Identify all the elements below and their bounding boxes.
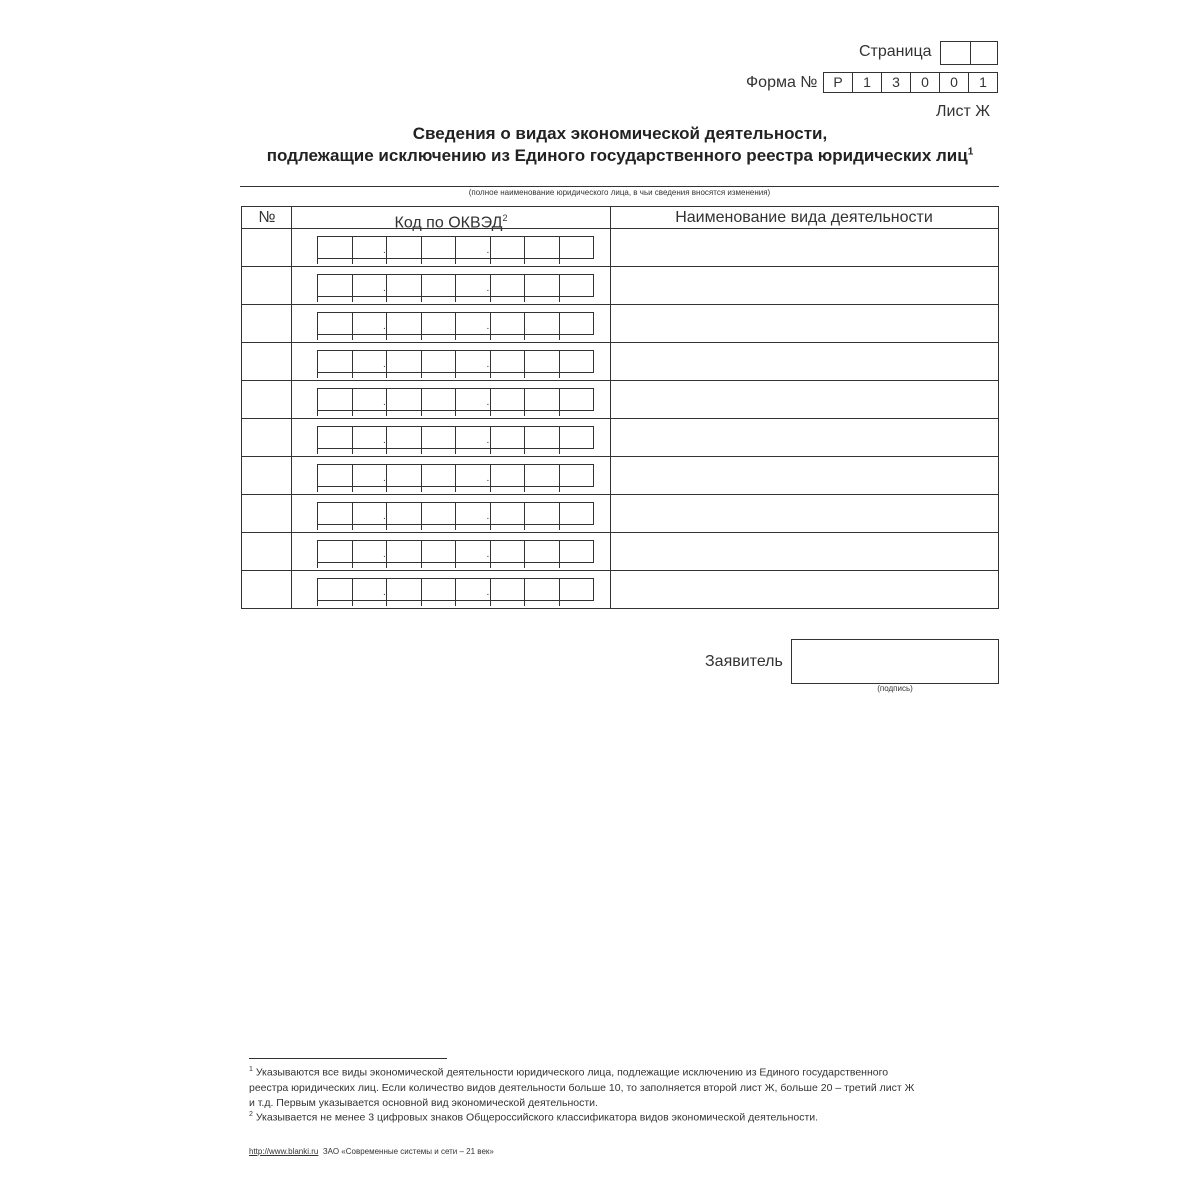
- okved-digit-cell[interactable]: [559, 275, 594, 296]
- okved-digit-cell[interactable]: [486, 237, 525, 258]
- okved-digit-cell[interactable]: [383, 275, 421, 296]
- form-code-cell: 0: [910, 73, 939, 92]
- okved-digit-cell[interactable]: [486, 503, 525, 524]
- signature-field[interactable]: [791, 639, 999, 684]
- okved-digit-cell[interactable]: [421, 389, 456, 410]
- okved-code-field[interactable]: [317, 540, 594, 563]
- okved-digit-cell[interactable]: [524, 541, 559, 562]
- okved-digit-cell[interactable]: [524, 427, 559, 448]
- code-separator: .: [486, 359, 490, 370]
- okved-digit-cell[interactable]: [383, 389, 421, 410]
- okved-digit-cell[interactable]: [383, 351, 421, 372]
- okved-digit-cell[interactable]: [421, 275, 456, 296]
- okved-code-field[interactable]: [317, 464, 594, 487]
- okved-digit-cell[interactable]: [318, 351, 352, 372]
- okved-digit-cell[interactable]: [559, 313, 594, 334]
- row-number-cell: [242, 228, 291, 266]
- okved-digit-cell[interactable]: [455, 351, 490, 372]
- activity-name-field[interactable]: [612, 342, 998, 380]
- row-number-cell: [242, 456, 291, 494]
- row-number-cell: [242, 266, 291, 304]
- okved-code-field[interactable]: [317, 426, 594, 449]
- okved-digit-cell[interactable]: [352, 351, 387, 372]
- okved-digit-cell[interactable]: [352, 427, 387, 448]
- footnote-1: $^1$ Указываются все виды экономической деятельности юридического лица, подлежащие исключению из Единого государственного реестра юридических лиц. Если количество видов деятельности больше 10, то заполняется второй лист Ж, больше 20 – третий лист Ж и т.д. Первым указывается основной вид экономической деятельности.: [249, 1066, 915, 1109]
- form-code-cell: 3: [881, 73, 910, 92]
- okved-table: [241, 206, 999, 609]
- activity-name-field[interactable]: [612, 570, 998, 608]
- okved-digit-cell[interactable]: [318, 427, 352, 448]
- code-separator: .: [383, 397, 386, 408]
- form-label: Форма №: [746, 74, 818, 91]
- okved-code-field[interactable]: [317, 236, 594, 259]
- code-separator: .: [486, 245, 490, 256]
- code-separator: .: [486, 283, 490, 294]
- footnote-ref-1: 1: [967, 146, 974, 158]
- okved-digit-cell[interactable]: [455, 313, 490, 334]
- okved-digit-cell[interactable]: [559, 237, 594, 258]
- code-separator: .: [383, 321, 386, 332]
- form-title-line1: Сведения о видах экономической деятельности,: [412, 124, 828, 143]
- code-separator: .: [383, 435, 386, 446]
- okved-digit-cell[interactable]: [486, 313, 525, 334]
- code-separator: .: [486, 549, 490, 560]
- activity-name-field[interactable]: [612, 380, 998, 418]
- okved-digit-cell[interactable]: [318, 389, 352, 410]
- okved-digit-cell[interactable]: [486, 579, 525, 600]
- entity-name-line[interactable]: [240, 186, 999, 187]
- code-separator: .: [383, 511, 386, 522]
- activity-name-field[interactable]: [612, 456, 998, 494]
- okved-digit-cell[interactable]: [352, 503, 387, 524]
- okved-digit-cell[interactable]: [559, 503, 594, 524]
- okved-digit-cell[interactable]: [559, 389, 594, 410]
- okved-digit-cell[interactable]: [383, 579, 421, 600]
- form-title-line2: подлежащие исключению из Единого государственного реестра юридических лиц$^1$: [266, 146, 974, 165]
- code-separator: .: [383, 549, 386, 560]
- okved-digit-cell[interactable]: [455, 237, 490, 258]
- okved-digit-cell[interactable]: [352, 579, 387, 600]
- okved-digit-cell[interactable]: [455, 465, 490, 486]
- okved-digit-cell[interactable]: [352, 313, 387, 334]
- okved-digit-cell[interactable]: [524, 237, 559, 258]
- okved-code-field[interactable]: [317, 502, 594, 525]
- row-number-cell: [242, 494, 291, 532]
- page-label: Страница: [859, 43, 932, 60]
- activity-name-field[interactable]: [612, 532, 998, 570]
- code-separator: .: [486, 397, 490, 408]
- code-separator: .: [486, 587, 490, 598]
- okved-digit-cell[interactable]: [383, 503, 421, 524]
- okved-digit-cell[interactable]: [352, 465, 387, 486]
- activity-name-field[interactable]: [612, 418, 998, 456]
- okved-digit-cell[interactable]: [559, 351, 594, 372]
- okved-digit-cell[interactable]: [318, 465, 352, 486]
- code-separator: .: [383, 473, 386, 484]
- okved-digit-cell[interactable]: [455, 503, 490, 524]
- okved-digit-cell[interactable]: [318, 313, 352, 334]
- sheet-label: Лист Ж: [936, 103, 990, 120]
- okved-digit-cell[interactable]: [421, 465, 456, 486]
- code-separator: .: [486, 473, 490, 484]
- applicant-label: Заявитель: [705, 653, 783, 670]
- okved-digit-cell[interactable]: [486, 389, 525, 410]
- okved-digit-cell[interactable]: [455, 427, 490, 448]
- okved-digit-cell[interactable]: [421, 503, 456, 524]
- col-name-header: Наименование вида деятельности: [675, 209, 933, 226]
- okved-digit-cell[interactable]: [421, 313, 456, 334]
- okved-digit-cell[interactable]: [559, 465, 594, 486]
- okved-code-field[interactable]: [317, 578, 594, 601]
- okved-digit-cell[interactable]: [352, 389, 387, 410]
- okved-code-field[interactable]: [317, 274, 594, 297]
- okved-digit-cell[interactable]: [486, 275, 525, 296]
- source-line: http://www.blanki.ru ЗАО «Современные системы и сети – 21 век»: [249, 1147, 494, 1156]
- code-separator: .: [383, 359, 386, 370]
- row-number-cell: [242, 532, 291, 570]
- activity-name-field[interactable]: [612, 266, 998, 304]
- form-code: [823, 72, 998, 93]
- okved-digit-cell[interactable]: [486, 427, 525, 448]
- code-separator: .: [486, 435, 490, 446]
- okved-digit-cell[interactable]: [352, 237, 387, 258]
- footnote-2: $^2$ Указывается не менее 3 цифровых знаков Общероссийского классификатора видов экономической деятельности.: [249, 1111, 819, 1124]
- okved-digit-cell[interactable]: [455, 579, 490, 600]
- okved-digit-cell[interactable]: [352, 275, 387, 296]
- form-code-cell: 1: [968, 73, 997, 92]
- okved-digit-cell[interactable]: [559, 427, 594, 448]
- okved-digit-cell[interactable]: [455, 541, 490, 562]
- okved-digit-cell[interactable]: [524, 579, 559, 600]
- form-code-cell: 0: [939, 73, 968, 92]
- code-separator: .: [383, 245, 386, 256]
- okved-digit-cell[interactable]: [383, 237, 421, 258]
- row-number-cell: [242, 304, 291, 342]
- okved-digit-cell[interactable]: [383, 465, 421, 486]
- col-number-header: №: [258, 209, 276, 226]
- activity-name-field[interactable]: [612, 228, 998, 266]
- okved-digit-cell[interactable]: [421, 427, 456, 448]
- okved-code-field[interactable]: [317, 312, 594, 335]
- okved-digit-cell[interactable]: [421, 579, 456, 600]
- code-separator: .: [383, 283, 386, 294]
- page-number-field[interactable]: [940, 41, 998, 65]
- okved-code-field[interactable]: [317, 388, 594, 411]
- okved-digit-cell[interactable]: [524, 465, 559, 486]
- okved-digit-cell[interactable]: [383, 427, 421, 448]
- okved-digit-cell[interactable]: [383, 313, 421, 334]
- okved-digit-cell[interactable]: [559, 579, 594, 600]
- entity-name-caption: (полное наименование юридического лица, в чьи сведения вносятся изменения): [468, 188, 771, 197]
- okved-digit-cell[interactable]: [455, 275, 490, 296]
- code-separator: .: [486, 321, 490, 332]
- okved-digit-cell[interactable]: [559, 541, 594, 562]
- okved-digit-cell[interactable]: [421, 237, 456, 258]
- form-code-cell: Р: [833, 74, 843, 90]
- okved-digit-cell[interactable]: [383, 541, 421, 562]
- col-code-header: Код по ОКВЭД$^2$: [394, 213, 508, 232]
- okved-digit-cell[interactable]: [318, 541, 352, 562]
- okved-digit-cell[interactable]: [524, 275, 559, 296]
- okved-digit-cell[interactable]: [524, 389, 559, 410]
- code-separator: .: [486, 511, 490, 522]
- okved-digit-cell[interactable]: [421, 541, 456, 562]
- okved-digit-cell[interactable]: [318, 503, 352, 524]
- okved-digit-cell[interactable]: [352, 541, 387, 562]
- okved-digit-cell[interactable]: [455, 389, 490, 410]
- okved-digit-cell[interactable]: [318, 275, 352, 296]
- okved-digit-cell[interactable]: [486, 351, 525, 372]
- row-number-cell: [242, 380, 291, 418]
- source-link[interactable]: http://www.blanki.ru: [249, 1147, 319, 1156]
- activity-name-field[interactable]: [612, 494, 998, 532]
- okved-digit-cell[interactable]: [318, 579, 352, 600]
- okved-digit-cell[interactable]: [524, 351, 559, 372]
- row-number-cell: [242, 418, 291, 456]
- footnote-ref-2: 2: [502, 213, 508, 223]
- okved-digit-cell[interactable]: [318, 237, 352, 258]
- form-code-cell: 1: [852, 73, 881, 92]
- footnote-separator: [249, 1058, 447, 1059]
- okved-digit-cell[interactable]: [486, 541, 525, 562]
- okved-code-field[interactable]: [317, 350, 594, 373]
- okved-digit-cell[interactable]: [524, 313, 559, 334]
- row-number-cell: [242, 342, 291, 380]
- activity-name-field[interactable]: [612, 304, 998, 342]
- okved-digit-cell[interactable]: [486, 465, 525, 486]
- row-number-cell: [242, 570, 291, 608]
- code-separator: .: [383, 587, 386, 598]
- okved-digit-cell[interactable]: [421, 351, 456, 372]
- okved-digit-cell[interactable]: [524, 503, 559, 524]
- signature-caption: (подпись): [877, 684, 913, 693]
